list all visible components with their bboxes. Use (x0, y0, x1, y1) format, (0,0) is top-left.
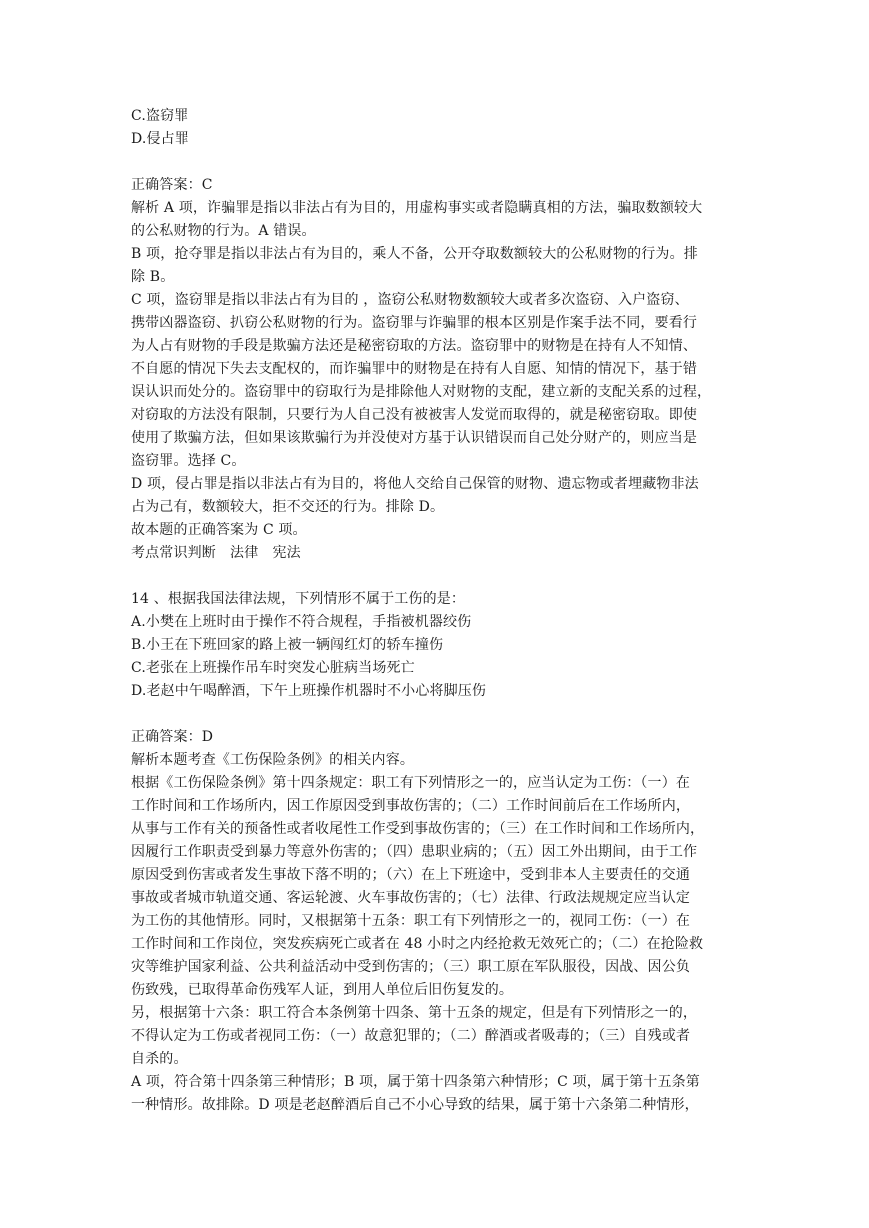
option-c: C.老张在上班操作吊车时突发心脏病当场死亡 (131, 660, 415, 676)
analysis-line: 不得认定为工伤或者视同工伤：（一）故意犯罪的；（二）醉酒或者吸毒的；（三）自残或者 (131, 1028, 691, 1044)
analysis-line: B 项，抢夺罪是指以非法占有为目的，乘人不备，公开夺取数额较大的公私财物的行为。排 (131, 246, 698, 262)
analysis-line: 工作时间和工作岗位，突发疾病死亡或者在 48 小时之内经抢救无效死亡的；（二）在抢险救 (131, 936, 704, 952)
conclusion-line: 故本题的正确答案为 C 项。 (131, 522, 307, 538)
analysis-line: 自杀的。 (131, 1051, 188, 1067)
analysis-line: A 项，符合第十四条第三种情形；B 项，属于第十四条第六种情形；C 项，属于第十五条第 (131, 1074, 700, 1090)
analysis-line: 因履行工作职责受到暴力等意外伤害的；（四）患职业病的；（五）因工外出期间，由于工作 (131, 844, 698, 860)
analysis-line: 为工伤的其他情形。同时，又根据第十五条：职工有下列情形之一的，视同工伤：（一）在 (131, 913, 690, 929)
analysis-line: 的公私财物的行为。A 错误。 (131, 223, 316, 239)
analysis-line: 为人占有财物的手段是欺骗方法还是秘密窃取的方法。盗窃罪中的财物是在持有人不知情、 (131, 338, 697, 354)
analysis-line: 盗窃罪。选择 C。 (131, 453, 246, 469)
topic-tags: 考点常识判断 法律 宪法 (131, 545, 301, 561)
analysis-line: 对窃取的方法没有限制，只要行为人自己没有被被害人发觉而取得的，就是秘密窃取。即使 (131, 407, 697, 423)
option-d: D.老赵中午喝醉酒，下午上班操作机器时不小心将脚压伤 (131, 683, 487, 699)
spacer (131, 565, 741, 588)
analysis-line: 携带凶器盗窃、扒窃公私财物的行为。盗窃罪与诈骗罪的根本区别是作案手法不同，要看行 (131, 315, 697, 331)
analysis-line: 从事与工作有关的预备性或者收尾性工作受到事故伤害的；（三）在工作时间和工作场所内， (131, 821, 705, 837)
analysis-line: 事故或者城市轨道交通、客运轮渡、火车事故伤害的；（七）法律、行政法规规定应当认定 (131, 890, 690, 906)
analysis-line: 原因受到伤害或者发生事故下落不明的；（六）在上下班途中，受到非本人主要责任的交通 (131, 867, 690, 883)
analysis-line: 解析 A 项，诈骗罪是指以非法占有为目的，用虚构事实或者隐瞒真相的方法，骗取数额较大 (131, 200, 703, 216)
option-d: D.侵占罪 (131, 131, 189, 147)
analysis-line: 解析本题考查《工伤保险条例》的相关内容。 (131, 752, 414, 768)
analysis-line: 根据《工伤保险条例》第十四条规定：职工有下列情形之一的，应当认定为工伤：（一）在 (131, 775, 690, 791)
answer-line: 正确答案：D (131, 729, 214, 745)
spacer (131, 151, 741, 174)
analysis-line: 误认识而处分的。盗窃罪中的窃取行为是排除他人对财物的支配，建立新的支配关系的过程， (131, 384, 712, 400)
analysis-line: 另，根据第十六条：职工符合本条例第十四条、第十五条的规定，但是有下列情形之一的， (131, 1005, 697, 1021)
question-title: 14 、根据我国法律法规，下列情形不属于工伤的是： (131, 591, 466, 607)
option-a: A.小樊在上班时由于操作不符合规程，手指被机器绞伤 (131, 614, 472, 630)
option-c: C.盗窃罪 (131, 108, 189, 124)
document-page (131, 105, 741, 1117)
analysis-line: 工作时间和工作场所内，因工作原因受到事故伤害的；（二）工作时间前后在工作场所内， (131, 798, 690, 814)
analysis-line: 灾等维护国家利益、公共利益活动中受到伤害的；（三）职工原在军队服役，因战、因公负 (131, 959, 690, 975)
option-b: B.小王在下班回家的路上被一辆闯红灯的轿车撞伤 (131, 637, 444, 653)
analysis-line: 使用了欺骗方法，但如果该欺骗行为并没使对方基于认识错误而自己处分财产的，则应当是 (131, 430, 697, 446)
analysis-line: 占为己有，数额较大，拒不交还的行为。排除 D。 (131, 499, 445, 515)
analysis-line: 一种情形。故排除。D 项是老赵醉酒后自己不小心导致的结果，属于第十六条第二种情形， (131, 1097, 699, 1113)
analysis-line: D 项，侵占罪是指以非法占有为目的，将他人交给自己保管的财物、遗忘物或者埋藏物非法 (131, 476, 699, 492)
analysis-line: 伤致残，已取得革命伤残军人证，到用人单位后旧伤复发的。 (131, 982, 514, 998)
answer-line: 正确答案：C (131, 177, 213, 193)
spacer (131, 703, 741, 726)
analysis-line: 不自愿的情况下失去支配权的，而诈骗罪中的财物是在持有人自愿、知情的情况下，基于错 (131, 361, 697, 377)
analysis-line: C 项，盗窃罪是指以非法占有为目的 ，盗窃公私财物数额较大或者多次盗窃、入户盗窃、 (131, 292, 689, 308)
analysis-line: 除 B。 (131, 269, 175, 285)
